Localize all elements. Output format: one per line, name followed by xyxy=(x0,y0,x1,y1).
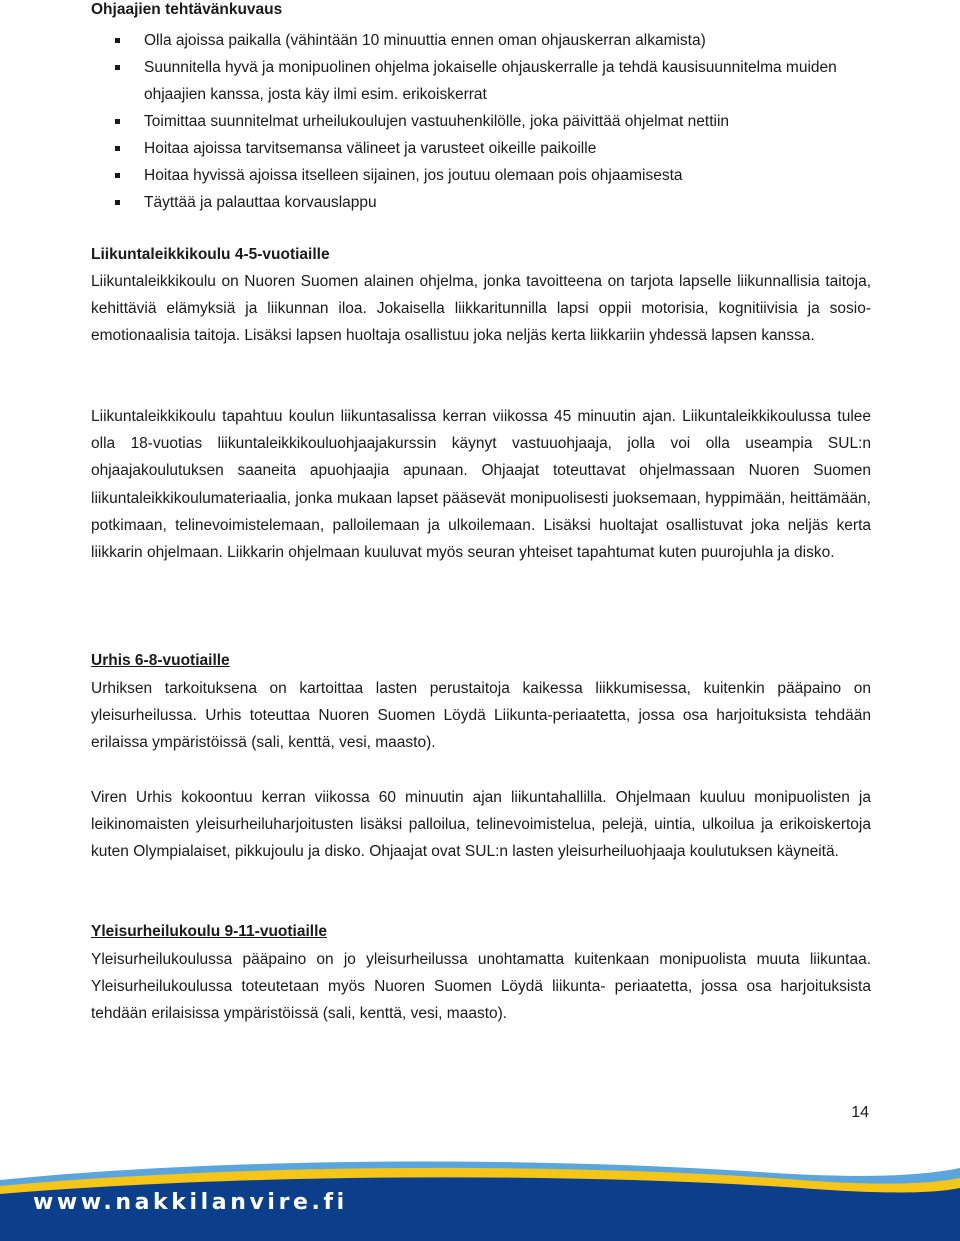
list-item xyxy=(112,162,872,189)
bullet-square-icon xyxy=(115,38,120,43)
bullet-square-icon xyxy=(115,146,120,151)
list-item-text: Täyttää ja palauttaa korvauslappu xyxy=(144,194,377,211)
list-item-text: Hoitaa hyvissä ajoissa itselleen sijainen, jos joutuu olemaan pois ohjaamisesta xyxy=(144,167,683,184)
page-number: 14 xyxy=(851,1104,869,1121)
heading-yleisurheilukoulu: Yleisurheilukoulu 9-11-vuotiaille xyxy=(91,923,328,940)
list-item-text: Hoitaa ajoissa tarvitsemansa välineet ja varusteet oikeille paikoille xyxy=(144,140,597,157)
list-item xyxy=(112,54,872,108)
list-item xyxy=(112,108,872,135)
duties-list xyxy=(112,27,872,216)
list-item xyxy=(112,27,872,54)
paragraph: Liikuntaleikkikoulu on Nuoren Suomen alainen ohjelma, jonka tavoitteena on tarjota lapselle liikunnallisia taitoja, kehittäviä elämyksiä ja liikunnan iloa. Jokaisella liikkaritunnilla lapsi oppii motorisia, kognitiivisia ja sosio-emotionaalisia taitoja. Lisäksi lapsen huoltaja osallistuu joka neljäs kerta liikkariin yhdessä lapsen kanssa. xyxy=(91,273,871,345)
paragraph: Urhiksen tarkoituksena on kartoittaa lasten perustaitoja kaikessa liikkumisessa, kuitenkin pääpaino on yleisurheilussa. Urhis toteuttaa Nuoren Suomen Löydä Liikunta-periaatetta, jossa osa harjoituksista tehdään erilaissa ympäristöissä (sali, kenttä, vesi, maasto). xyxy=(91,680,871,752)
bullet-square-icon xyxy=(115,119,120,124)
bullet-square-icon xyxy=(115,173,120,178)
heading-liikuntaleikkikoulu: Liikuntaleikkikoulu 4-5-vuotiaille xyxy=(91,246,330,263)
list-item-text: Olla ajoissa paikalla (vähintään 10 minuuttia ennen oman ohjauskerran alkamista) xyxy=(144,32,706,49)
paragraph: Viren Urhis kokoontuu kerran viikossa 60 minuutin ajan liikuntahallilla. Ohjelmaan kuuluu monipuolisten ja leikinomaisten yleisurheiluharjoitusten lisäksi palloilua, telinevoimistelua, pelejä, uintia, ulkoilua ja erikoiskertoja kuten Olympialaiset, pikkujoulu ja disko. Ohjaajat ovat SUL:n lasten yleisurheiluohjaaja koulutuksen käyneitä. xyxy=(91,789,871,861)
paragraph: Liikuntaleikkikoulu tapahtuu koulun liikuntasalissa kerran viikossa 45 minuutin ajan. Liikuntaleikkikoulussa tulee olla 18-vuotias liikuntaleikkikouluohjaajakurssin käynyt vastuuohjaaja, jolla voi olla useampia SUL:n ohjaajakoulutuksen saaneita apuohjaajia apunaan. Ohjaajat toteuttavat ohjelmassaan Nuoren Suomen liikuntaleikkikoulumateriaalia, jonka mukaan lapset pääsevät monipuolisesti juoksemaan, hyppimään, heittämään, potkimaan, telinevoimistelemaan, palloilemaan ja ulkoilemaan. Lisäksi huoltajat osallistuvat joka neljäs kerta liikkarin ohjelmaan. Liikkarin ohjelmaan kuuluvat myös seuran yhteiset tapahtumat kuten puurojuhla ja disko. xyxy=(91,408,871,562)
list-item-text: Suunnitella hyvä ja monipuolinen ohjelma jokaiselle ohjauskerralle ja tehdä kausisuunnitelma muiden ohjaajien kanssa, josta käy ilmi esim. erikoiskerrat xyxy=(144,59,837,103)
heading-urhis: Urhis 6-8-vuotiaille xyxy=(91,652,230,669)
bullet-square-icon xyxy=(115,200,120,205)
list-item xyxy=(112,135,872,162)
website-link[interactable]: www.nakkilanvire.fi xyxy=(33,1190,348,1215)
list-item xyxy=(112,189,872,216)
heading-ohjaajien: Ohjaajien tehtävänkuvaus xyxy=(91,1,283,18)
bullet-square-icon xyxy=(115,65,120,70)
list-item-text: Toimittaa suunnitelmat urheilukoulujen vastuuhenkilölle, joka päivittää ohjelmat nettiin xyxy=(144,113,730,130)
paragraph: Yleisurheilukoulussa pääpaino on jo yleisurheilussa unohtamatta kuitenkaan monipuolista muuta liikuntaa. Yleisurheilukoulussa toteutetaan myös Nuoren Suomen Löydä liikunta- periaatetta, jossa osa harjoituksista tehdään erilaisissa ympäristöissä (sali, kenttä, vesi, maasto). xyxy=(91,951,871,1023)
